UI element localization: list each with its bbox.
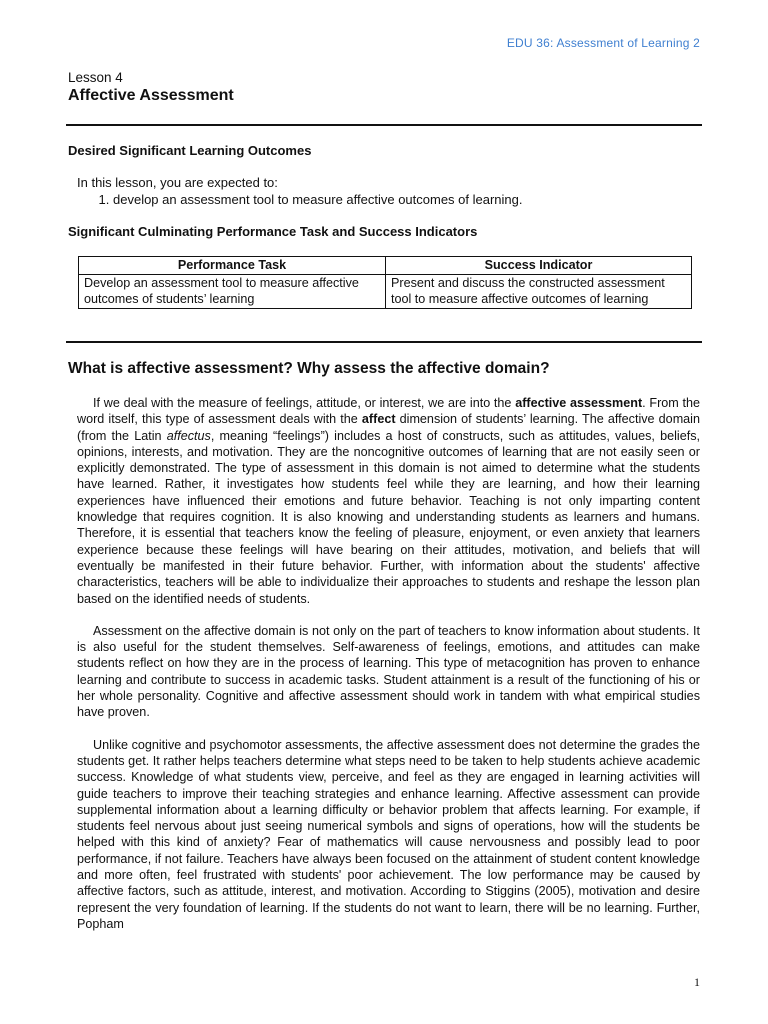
course-header: EDU 36: Assessment of Learning 2: [506, 36, 700, 50]
task-heading: Significant Culminating Performance Task and Success Indicators: [68, 224, 478, 239]
section-title: What is affective assessment? Why assess the affective domain?: [68, 360, 550, 377]
divider-top: [66, 124, 702, 126]
outcomes-intro-block: [77, 175, 523, 208]
body-text: [77, 395, 700, 948]
performance-task-table: [78, 256, 692, 309]
italic-term: affectus: [166, 428, 211, 443]
col-header-success-indicator: Success Indicator: [386, 257, 692, 275]
col-header-performance-task: Performance Task: [79, 257, 386, 275]
success-indicator-cell: Present and discuss the constructed assessment tool to measure affective outcomes of learning: [386, 274, 692, 308]
page-number: 1: [694, 975, 700, 989]
divider-bottom: [66, 341, 702, 343]
performance-task-cell: Develop an assessment tool to measure affective outcomes of students’ learning: [79, 274, 386, 308]
outcomes-list: [77, 192, 523, 209]
bold-term: affect: [361, 412, 396, 427]
text-run: dimension of students’ learning. The affective domain (from the Latin: [77, 412, 700, 443]
paragraph-2: Assessment on the affective domain is not only on the part of teachers to know information about students. It is also useful for the student themselves. Self-awareness of feelings, emotions, and attitudes can make students reflect on how they are in the process of learning. This type of metacognition has proven to enhance learning and contribute to success in academic tasks. Student attainment is a result of the functioning of his or her whole personality. Cognitive and affective assessment should work in tandem with what empirical studies have proven.: [77, 623, 700, 720]
text-run: , meaning “feelings”) includes a host of constructs, such as attitudes, values, beliefs, opinions, interests, and motivation. They are the noncognitive outcomes of learning that are not easily seen or explicitly demonstrated. The type of assessment in this domain is not aimed to determine what the students have learned. Rather, it investigates how students feel while they are learning, and how their learning experiences have influenced their emotions and future behavior. Teaching is not only imparting content knowledge that requires cognition. It is also knowing and understanding students as learners and humans. Therefore, it is essential that teachers know the feeling of pleasure, enjoyment, or even anxiety that learners experience because these feelings will have bearing on their attitudes, motivation, and beliefs that will eventually be manifested in their future behavior. Further, with information about the students' affective characteristics, teachers will be able to individualize their approaches to students and reshape the lesson plan based on the identified needs of students.: [77, 428, 700, 606]
text-run: . From the word itself, this type of assessment deals with the: [77, 396, 700, 427]
lesson-number: Lesson 4: [68, 70, 123, 85]
outcomes-intro: In this lesson, you are expected to:: [77, 175, 278, 190]
table-header-row: [79, 257, 692, 275]
paragraph-3: Unlike cognitive and psychomotor assessments, the affective assessment does not determine the grades the students get. It rather helps teachers determine what steps need to be taken to help students achieve academic success. Knowledge of what students view, perceive, and feel as they are engaged in learning activities will guide teachers to improve their teaching strategies and enhance learning. Affective assessment can provide supplemental information about a learning difficulty or behavior problem that affects learning. For example, if students feel nervous about just seeing numerical symbols and signs of operations, how will the students be helped with this kind of anxiety? Fear of mathematics will cause nervousness and possibly lead to poor performance, if not failure. Teachers have always been focused on the attainment of student content knowledge and more often, feel frustrated with students' poor achievement. The low performance may be caused by affective factors, such as attitude, interest, and motivation. According to Stiggins (2005), motivation and desire represent the very foundation of learning. If the students do not want to learn, there will be no learning. Further, Popham: [77, 737, 700, 931]
table-row: [79, 274, 692, 308]
bold-term: affective assessment: [515, 396, 643, 410]
outcomes-heading: Desired Significant Learning Outcomes: [68, 143, 312, 158]
lesson-title: Affective Assessment: [68, 87, 234, 104]
paragraph-1: [77, 395, 700, 607]
list-item: 1. develop an assessment tool to measure affective outcomes of learning.: [113, 192, 523, 209]
text-run: If we deal with the measure of feelings, attitude, or interest, we are into the: [93, 396, 516, 410]
